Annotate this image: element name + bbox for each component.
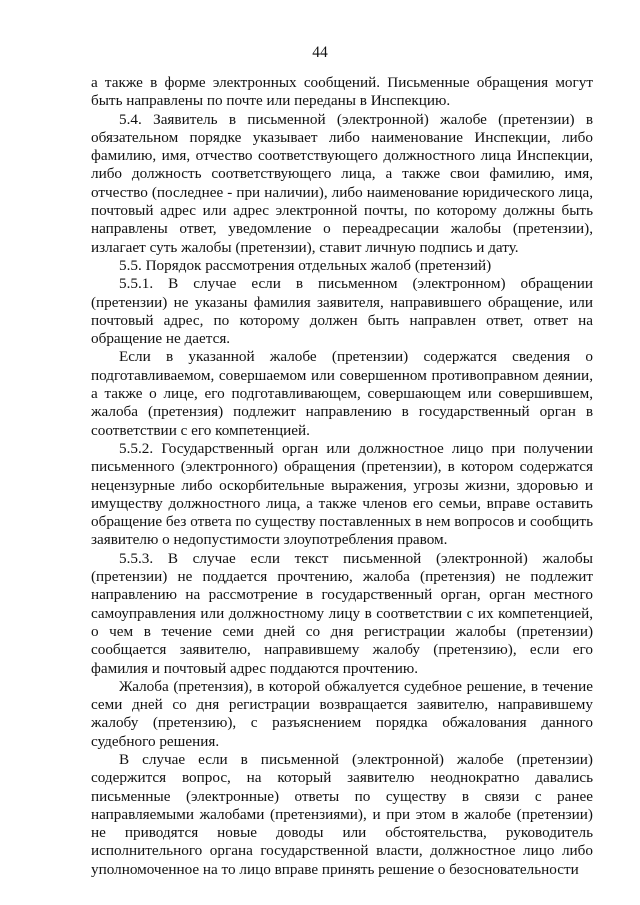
paragraph: Если в указанной жалобе (претензии) содержатся сведения о подготавливаемом, совершаемом или совершенном противоправном деянии, а также о лице, его подготавливающем, совершающем или совершившем, жалоба (претензия) подлежит направлению в государственный орган в соответствии с его компетенцией.: [91, 348, 593, 439]
paragraph: 5.5.3. В случае если текст письменной (электронной) жалобы (претензии) не поддается прочтению, жалоба (претензия) не подлежит направлению на рассмотрение в государственный орган, орган местного самоуправления или должностному лицу в соответствии с их компетенцией, о чем в течение семи дней со дня регистрации жалобы (претензии) сообщается заявителю, направившему жалобу (претензию), если его фамилия и почтовый адрес поддаются прочтению.: [91, 549, 593, 677]
paragraph: 5.5. Порядок рассмотрения отдельных жалоб (претензий): [119, 256, 492, 274]
document-body: [91, 74, 593, 879]
paragraph: 5.5.1. В случае если в письменном (электронном) обращении (претензии) не указаны фамилия заявителя, направившего обращение, или почтовый адрес, по которому должен быть направлен ответ, ответ на обращение не дается.: [91, 275, 593, 348]
paragraph: а также в форме электронных сообщений. Письменные обращения могут быть направлены по почте или переданы в Инспекцию.: [91, 74, 593, 110]
paragraph: 5.5.2. Государственный орган или должностное лицо при получении письменного (электронного) обращения (претензии), в котором содержатся нецензурные либо оскорбительные выражения, угрозы жизни, здоровью и имуществу должностного лица, а также членов его семьи, вправе оставить обращение без ответа по существу поставленных в нем вопросов и сообщить заявителю о недопустимости злоупотребления правом.: [91, 439, 593, 549]
paragraph: В случае если в письменной (электронной) жалобе (претензии) содержится вопрос, на который заявителю неоднократно давались письменные (электронные) ответы по существу в связи с ранее направляемыми жалобами (претензиями), и при этом в жалобе (претензии) не приводятся новые доводы или обстоятельства, руководитель исполнительного органа государственной власти, должностное лицо либо уполномоченное на то лицо вправе принять решение о безосновательности: [91, 750, 593, 878]
paragraph: Жалоба (претензия), в которой обжалуется судебное решение, в течение семи дней со дня регистрации возвращается заявителю, направившему жалобу (претензию), с разъяснением порядка обжалования данного судебного решения.: [91, 677, 593, 750]
page-number: 44: [312, 44, 328, 61]
paragraph: 5.4. Заявитель в письменной (электронной) жалобе (претензии) в обязательном порядке указывает либо наименование Инспекции, либо фамилию, имя, отчество соответствующего должностного лица Инспекции, либо должность соответствующего лица, а также свои фамилию, имя, отчество (последнее - при наличии), либо наименование юридического лица, почтовый адрес или адрес электронной почты, по которому должны быть направлены ответ, уведомление о переадресации жалобы (претензии), излагает суть жалобы (претензии), ставит личную подпись и дату.: [91, 110, 593, 256]
